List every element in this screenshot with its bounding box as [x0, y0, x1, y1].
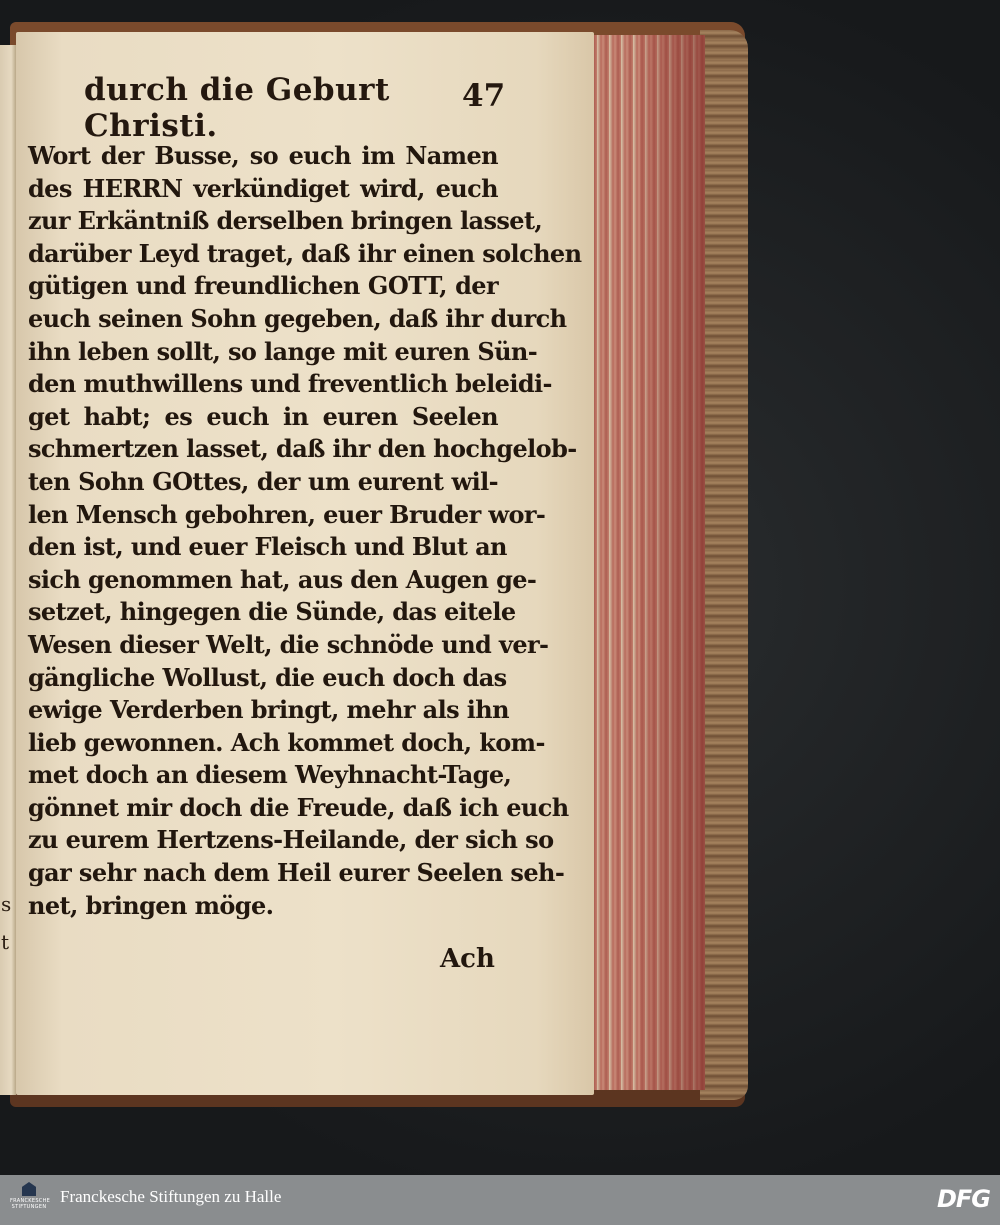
running-head: durch die Geburt Christi. — [84, 72, 390, 144]
text-line: schmertzen lasset, daß ihr den hochgelob- — [28, 434, 577, 464]
text-line: get habt; es euch in euren Seelen — [28, 401, 498, 431]
fore-edge-shade — [640, 35, 705, 1090]
text-line: sich genommen hat, aus den Augen ge- — [28, 564, 537, 594]
cover-edge — [700, 30, 748, 1100]
dfg-logo[interactable]: DFG — [936, 1185, 990, 1213]
building-icon — [22, 1182, 36, 1196]
text-line: gängliche Wollust, die euch doch das — [28, 662, 507, 692]
text-line: Wesen dieser Welt, die schnöde und ver- — [28, 629, 549, 659]
text-line: den muthwillens und freventlich beleidi- — [28, 369, 552, 399]
text-line: gütigen und freundlichen GOTT, der — [28, 271, 498, 301]
text-line: met doch an diesem Weyhnacht-Tage, — [28, 760, 512, 790]
text-line: net, bringen möge. — [28, 890, 274, 920]
body-text — [28, 140, 582, 922]
left-margin-letters — [1, 885, 11, 961]
text-line: lieb gewonnen. Ach kommet doch, kom- — [28, 727, 545, 757]
francke-logo[interactable] — [10, 1181, 51, 1219]
text-line: des HERRN verkündiget wird, euch — [28, 173, 498, 203]
text-line: darüber Leyd traget, daß ihr einen solchen — [28, 238, 582, 268]
logo-text: FRANCKESCHE STIFTUNGEN — [10, 1198, 51, 1210]
text-line: ten Sohn GOttes, der um eurent wil- — [28, 466, 498, 496]
text-line: gar sehr nach dem Heil eurer Seelen seh- — [28, 858, 565, 888]
text-line: zur Erkäntniß derselben bringen lasset, — [28, 206, 543, 236]
page-header — [84, 72, 506, 144]
text-line: ewige Verderben bringt, mehr als ihn — [28, 695, 509, 725]
text-line: setzet, hingegen die Sünde, das eitele — [28, 597, 516, 627]
institution-link[interactable]: Franckesche Stiftungen zu Halle — [60, 1187, 282, 1206]
footer-bar — [0, 1175, 1000, 1225]
left-margin-letter: t — [1, 930, 10, 954]
page-number: 47 — [462, 78, 506, 114]
left-margin-letter: s — [1, 892, 12, 916]
text-line: zu eurem Hertzens-Heilande, der sich so — [28, 825, 554, 855]
text-line: euch seinen Sohn gegeben, daß ihr durch — [28, 303, 567, 333]
text-line: ihn leben sollt, so lange mit euren Sün- — [28, 336, 538, 366]
text-line: den ist, und euer Fleisch und Blut an — [28, 532, 507, 562]
text-line: Wort der Busse, so euch im Namen — [28, 141, 498, 170]
text-line: gönnet mir doch die Freude, daß ich euch — [28, 792, 569, 822]
left-page-sliver — [0, 45, 16, 1095]
text-line: len Mensch gebohren, euer Bruder wor- — [28, 499, 546, 529]
catchword: Ach — [440, 944, 495, 974]
